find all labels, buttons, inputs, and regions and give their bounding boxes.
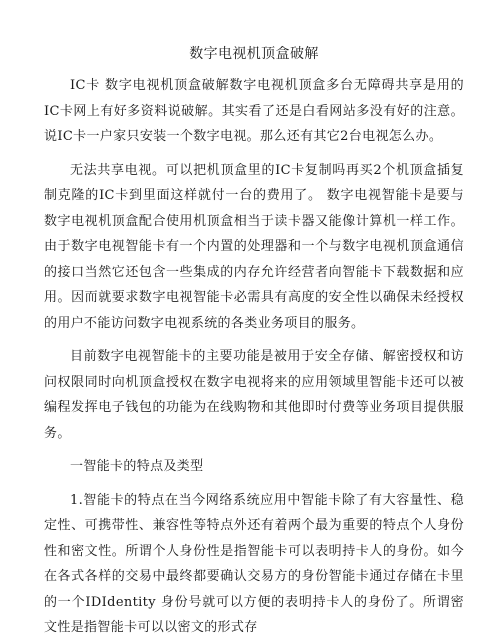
paragraph-smartcard-functions: 目前数字电视智能卡的主要功能是被用于安全存储、解密授权和访问权限同时向机顶盒授权在数字电视将来的应用领域里智能卡还可以被编程发挥电子钱包的功能为在线购物和其他即时付费等业务项目提供服务。 [44, 349, 464, 441]
paragraph-smartcard-overview: 无法共享电视。可以把机顶盒里的IC卡复制吗再买2个机顶盒插复制克隆的IC卡到里面这样就付一台的费用了。 数字电视智能卡是要与数字电视机顶盒配合使用机顶盒相当于读卡器又能像计算机一样工作。由于数字电视智能卡有一个内置的处理器和一个与数字电视机顶盒通信的接口当然它还包含一些集成的内存允许经营者向智能卡下载数据和应用。因而就要求数字电视智能卡必需具有高度的安全性以确保未经授权的用户不能访问数字电视系统的各类业务项目的服务。 [44, 162, 464, 331]
document-title: 数字电视机顶盒破解 [189, 46, 319, 62]
section-heading: 一智能卡的特点及类型 [70, 459, 204, 474]
paragraph-smartcard-features: 1.智能卡的特点在当今网络系统应用中智能卡除了有大容量性、稳定性、可携带性、兼容性等特点外还有着两个最为重要的特点个人身份性和密文性。所谓个人身份性是指智能卡可以表明持卡人的身份。如今在各式各样的交易中最终都要确认交易方的身份智能卡通过存储在卡里的一个IDIdentity 身份号就可以方便的表明持卡人的身份了。所谓密文性是指智能卡可以以密文的形式存 [44, 492, 464, 635]
paragraph-intro: IC卡 数字电视机顶盒破解数字电视机顶盒多台无障碍共享是用的IC卡网上有好多资料说破解。其实看了还是白看网站多没有好的注意。说IC卡一户家只安装一个数字电视。那么还有其它2台电视怎么办。 [44, 78, 464, 144]
